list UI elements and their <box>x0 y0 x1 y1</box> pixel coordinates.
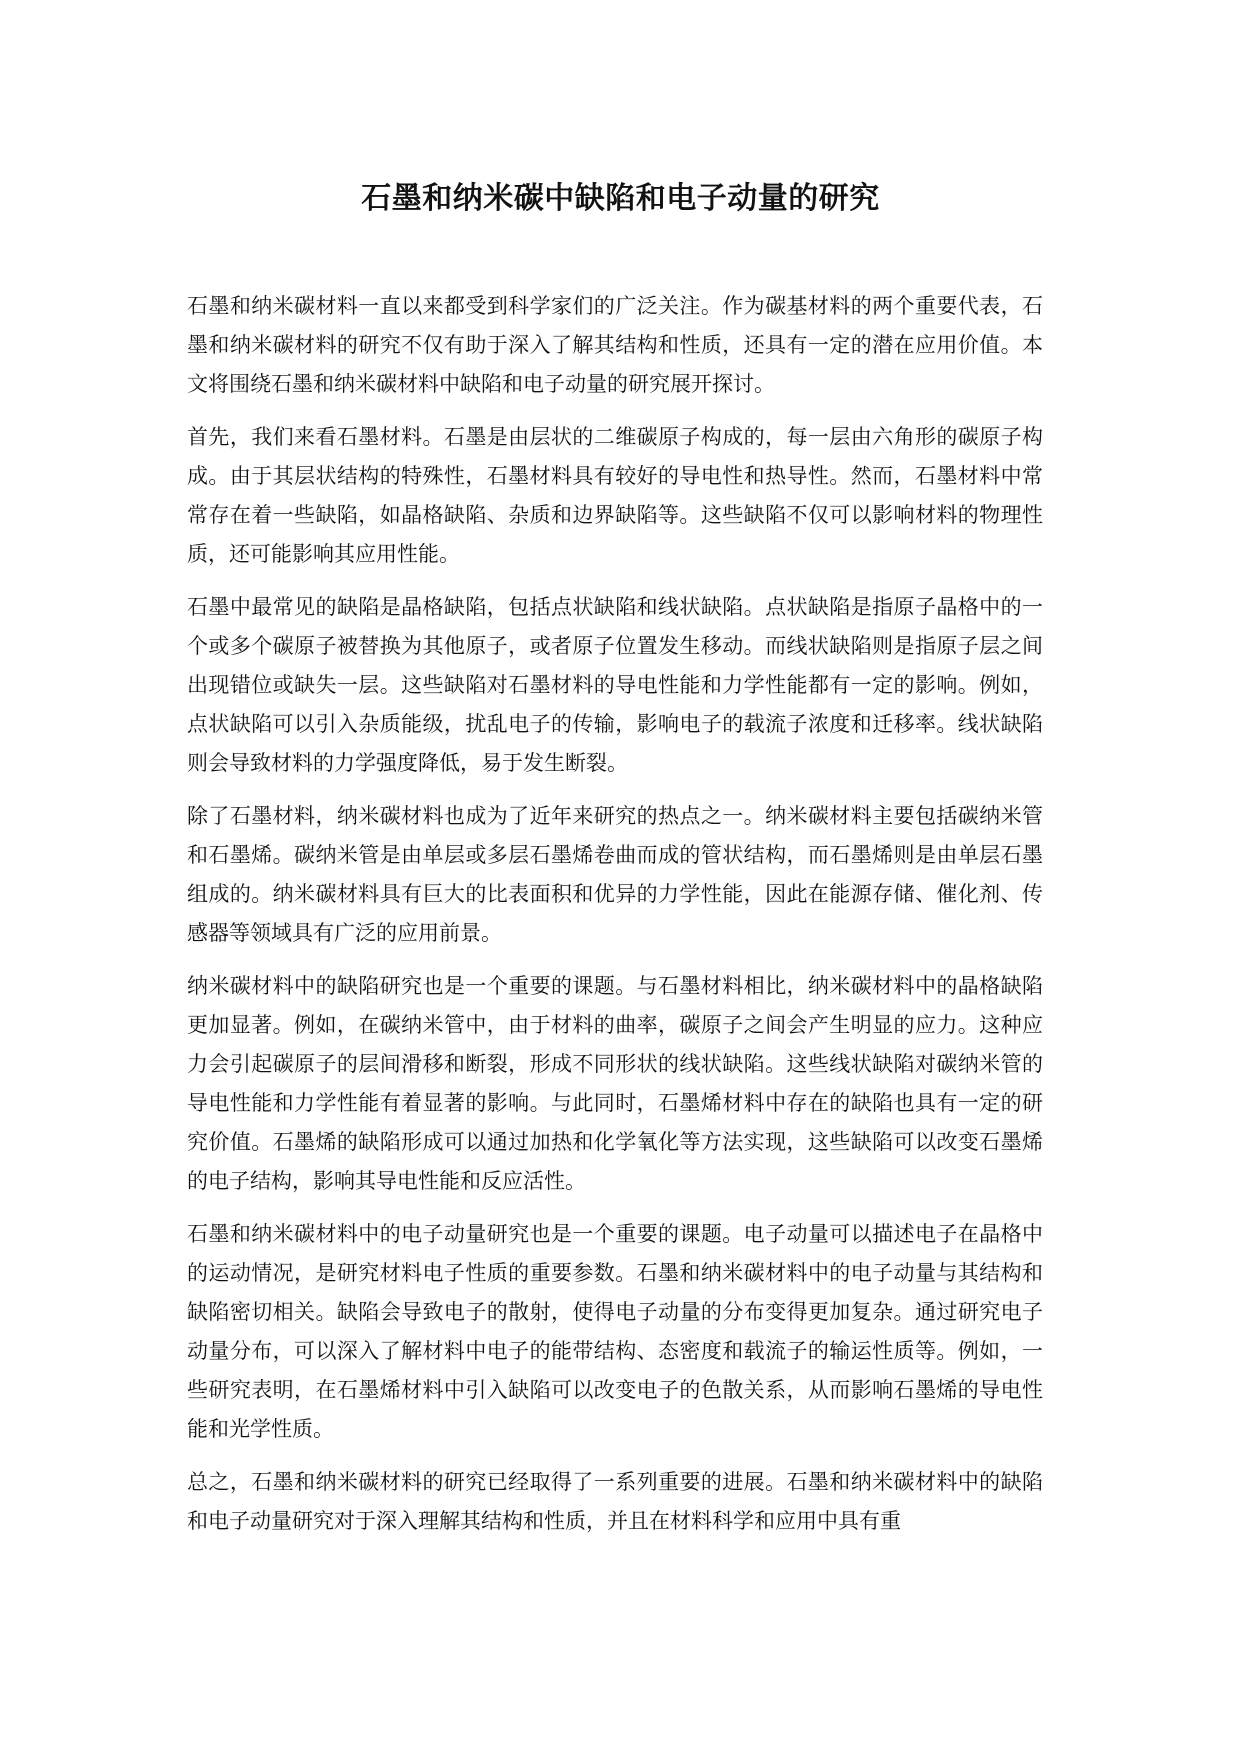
paragraph-conclusion: 总之，石墨和纳米碳材料的研究已经取得了一系列重要的进展。石墨和纳米碳材料中的缺陷和电子动量研究对于深入理解其结构和性质，并且在材料科学和应用中具有重 <box>187 1470 1043 1533</box>
paragraph-nanocarbon: 除了石墨材料，纳米碳材料也成为了近年来研究的热点之一。纳米碳材料主要包括碳纳米管和石墨烯。碳纳米管是由单层或多层石墨烯卷曲而成的管状结构，而石墨烯则是由单层石墨组成的。纳米碳材料具有巨大的比表面积和优异的力学性能，因此在能源存储、催化剂、传感器等领域具有广泛的应用前景。 <box>187 804 1043 945</box>
paragraph-electron-momentum: 石墨和纳米碳材料中的电子动量研究也是一个重要的课题。电子动量可以描述电子在晶格中的运动情况，是研究材料电子性质的重要参数。石墨和纳米碳材料中的电子动量与其结构和缺陷密切相关。缺陷会导致电子的散射，使得电子动量的分布变得更加复杂。通过研究电子动量分布，可以深入了解材料中电子的能带结构、态密度和载流子的输运性质等。例如，一些研究表明，在石墨烯材料中引入缺陷可以改变电子的色散关系，从而影响石墨烯的导电性能和光学性质。 <box>187 1222 1043 1441</box>
paragraph-nanocarbon-defects: 纳米碳材料中的缺陷研究也是一个重要的课题。与石墨材料相比，纳米碳材料中的晶格缺陷更加显著。例如，在碳纳米管中，由于材料的曲率，碳原子之间会产生明显的应力。这种应力会引起碳原子的层间滑移和断裂，形成不同形状的线状缺陷。这些线状缺陷对碳纳米管的导电性能和力学性能有着显著的影响。与此同时，石墨烯材料中存在的缺陷也具有一定的研究价值。石墨烯的缺陷形成可以通过加热和化学氧化等方法实现，这些缺陷可以改变石墨烯的电子结构，影响其导电性能和反应活性。 <box>187 974 1043 1193</box>
paragraph-lattice-defects: 石墨中最常见的缺陷是晶格缺陷，包括点状缺陷和线状缺陷。点状缺陷是指原子晶格中的一个或多个碳原子被替换为其他原子，或者原子位置发生移动。而线状缺陷则是指原子层之间出现错位或缺失一层。这些缺陷对石墨材料的导电性能和力学性能都有一定的影响。例如，点状缺陷可以引入杂质能级，扰乱电子的传输，影响电子的载流子浓度和迁移率。线状缺陷则会导致材料的力学强度降低，易于发生断裂。 <box>187 595 1043 775</box>
paragraph-graphite: 首先，我们来看石墨材料。石墨是由层状的二维碳原子构成的，每一层由六角形的碳原子构成。由于其层状结构的特殊性，石墨材料具有较好的导电性和热导性。然而，石墨材料中常常存在着一些缺陷，如晶格缺陷、杂质和边界缺陷等。这些缺陷不仅可以影响材料的物理性质，还可能影响其应用性能。 <box>187 425 1043 566</box>
document-body <box>187 287 1043 1555</box>
paragraph-intro: 石墨和纳米碳材料一直以来都受到科学家们的广泛关注。作为碳基材料的两个重要代表，石墨和纳米碳材料的研究不仅有助于深入了解其结构和性质，还具有一定的潜在应用价值。本文将围绕石墨和纳米碳材料中缺陷和电子动量的研究展开探讨。 <box>187 294 1043 396</box>
document-title: 石墨和纳米碳中缺陷和电子动量的研究 <box>361 181 880 216</box>
